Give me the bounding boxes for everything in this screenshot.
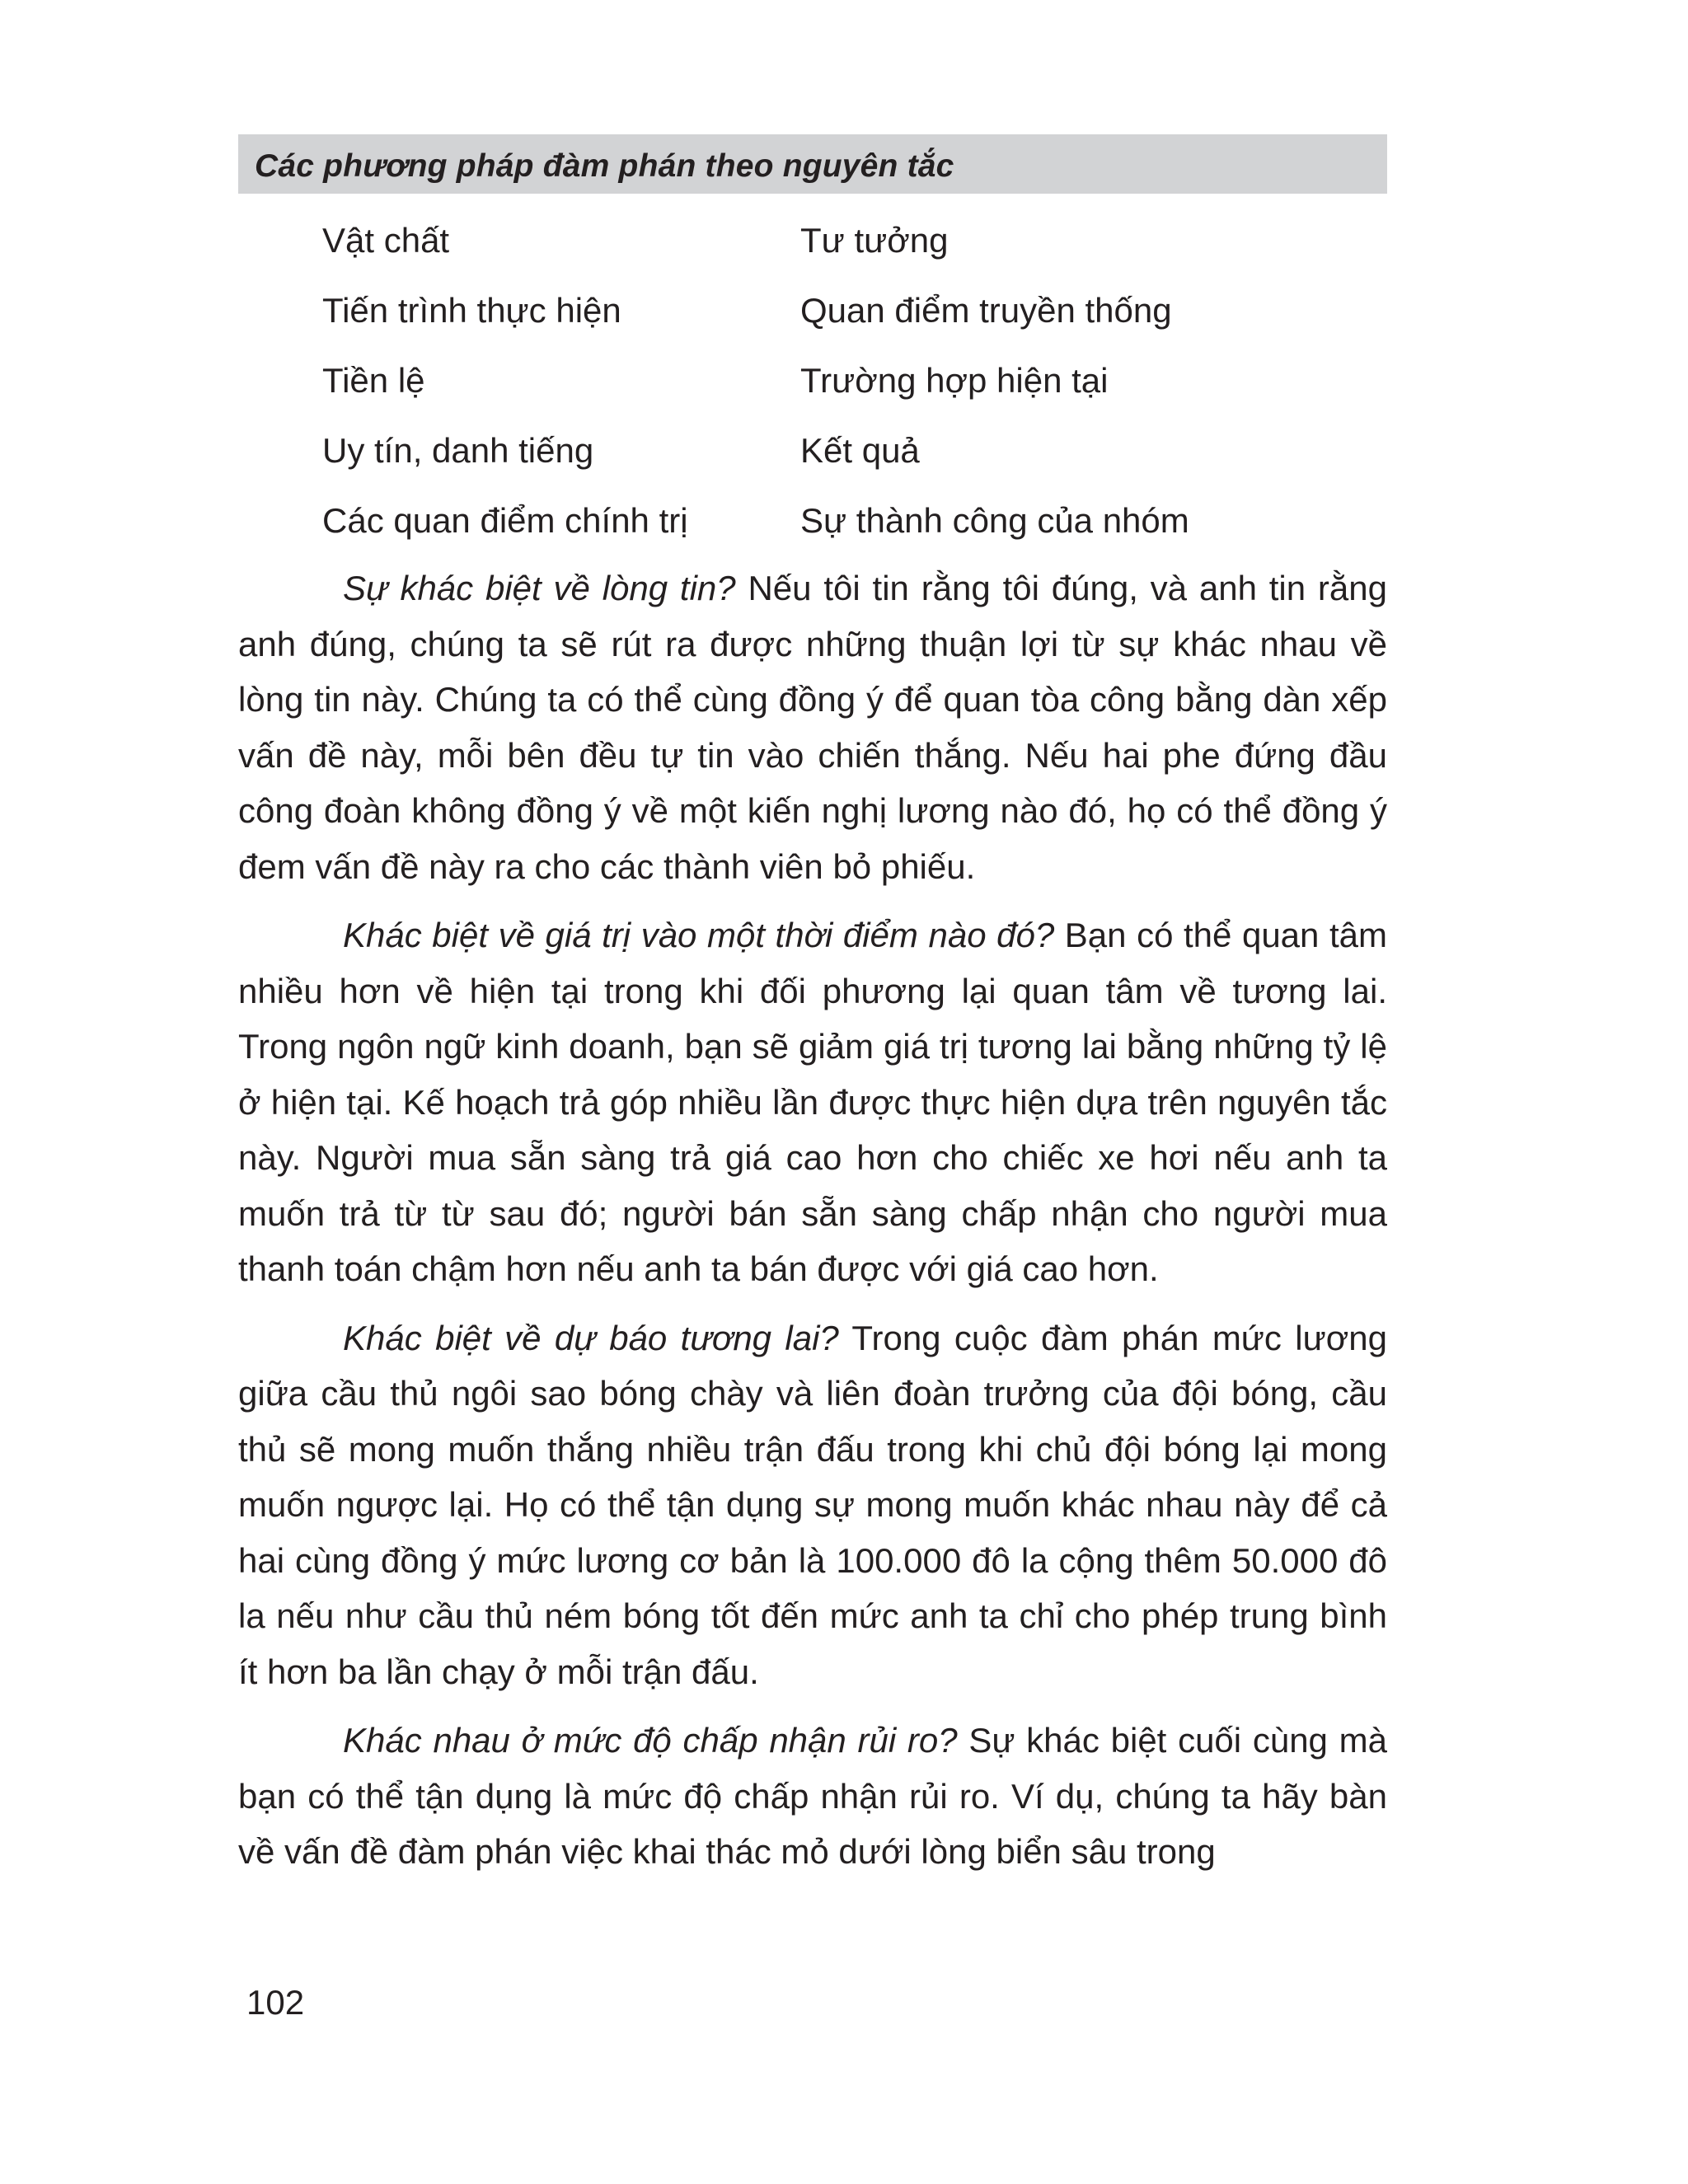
list-cell-right: Trường hợp hiện tại	[800, 361, 1109, 400]
list-cell-left: Vật chất	[322, 221, 450, 260]
paragraph-text: Trong cuộc đàm phán mức lương giữa cầu thủ ngôi sao bóng chày và liên đoàn trưởng của đội bóng, cầu thủ sẽ mong muốn thắng nhiều trận đấu trong khi chủ đội bóng lại mong muốn ngược lại. Họ có thể tận dụng sự mong muốn khác nhau này để cả hai cùng đồng ý mức lương cơ bản là 100.000 đô la cộng thêm 50.000 đô la nếu như cầu thủ ném bóng tốt đến mức anh ta chỉ cho phép trung bình ít hơn ba lần chạy ở mỗi trận đấu.	[238, 1318, 1387, 1691]
paragraph	[238, 1713, 1387, 1880]
list-cell-left: Tiến trình thực hiện	[322, 291, 621, 330]
section-heading-bar	[238, 134, 1387, 194]
list-row	[322, 421, 1353, 491]
paragraph-text: Sự khác biệt cuối cùng mà bạn có thể tận dụng là mức độ chấp nhận rủi ro. Ví dụ, chúng ta hãy bàn về vấn đề đàm phán việc khai thác mỏ dưới lòng biển sâu trong	[238, 1721, 1387, 1871]
list-cell-right: Sự thành công của nhóm	[800, 501, 1189, 540]
list-row	[322, 211, 1353, 281]
comparison-list	[322, 211, 1353, 561]
list-row	[322, 491, 1353, 561]
paragraph-lead: Khác biệt về giá trị vào một thời điểm nào đó?	[343, 916, 1055, 954]
section-heading: Các phương pháp đàm phán theo nguyên tắc	[255, 148, 954, 184]
paragraph-text: Bạn có thể quan tâm nhiều hơn về hiện tại trong khi đối phương lại quan tâm về tương lai. Trong ngôn ngữ kinh doanh, bạn sẽ giảm giá trị tương lai bằng những tỷ lệ ở hiện tại. Kế hoạch trả góp nhiều lần được thực hiện dựa trên nguyên tắc này. Người mua sẵn sàng trả giá cao hơn cho chiếc xe hơi nếu anh ta muốn trả từ từ sau đó; người bán sẵn sàng chấp nhận cho người mua thanh toán chậm hơn nếu anh ta bán được với giá cao hơn.	[238, 916, 1387, 1288]
paragraph	[238, 1310, 1387, 1700]
page-number: 102	[246, 1983, 305, 2022]
list-cell-right: Quan điểm truyền thống	[800, 291, 1172, 330]
list-cell-left: Các quan điểm chính trị	[322, 501, 688, 540]
list-cell-left: Uy tín, danh tiếng	[322, 431, 594, 470]
list-row	[322, 351, 1353, 421]
paragraph-lead: Khác nhau ở mức độ chấp nhận rủi ro?	[343, 1721, 958, 1760]
list-row	[322, 281, 1353, 351]
paragraph	[238, 907, 1387, 1297]
body-text	[238, 560, 1387, 1893]
list-cell-left: Tiền lệ	[322, 361, 425, 400]
paragraph-text: Nếu tôi tin rằng tôi đúng, và anh tin rằng anh đúng, chúng ta sẽ rút ra được những thuận lợi từ sự khác nhau về lòng tin này. Chúng ta có thể cùng đồng ý để quan tòa công bằng dàn xếp vấn đề này, mỗi bên đều tự tin vào chiến thắng. Nếu hai phe đứng đầu công đoàn không đồng ý về một kiến nghị lương nào đó, họ có thể đồng ý đem vấn đề này ra cho các thành viên bỏ phiếu.	[238, 569, 1387, 886]
list-cell-right: Tư tưởng	[800, 221, 949, 260]
paragraph-lead: Sự khác biệt về lòng tin?	[343, 569, 736, 607]
paragraph-lead: Khác biệt về dự báo tương lai?	[343, 1318, 839, 1357]
paragraph	[238, 560, 1387, 894]
list-cell-right: Kết quả	[800, 431, 920, 470]
